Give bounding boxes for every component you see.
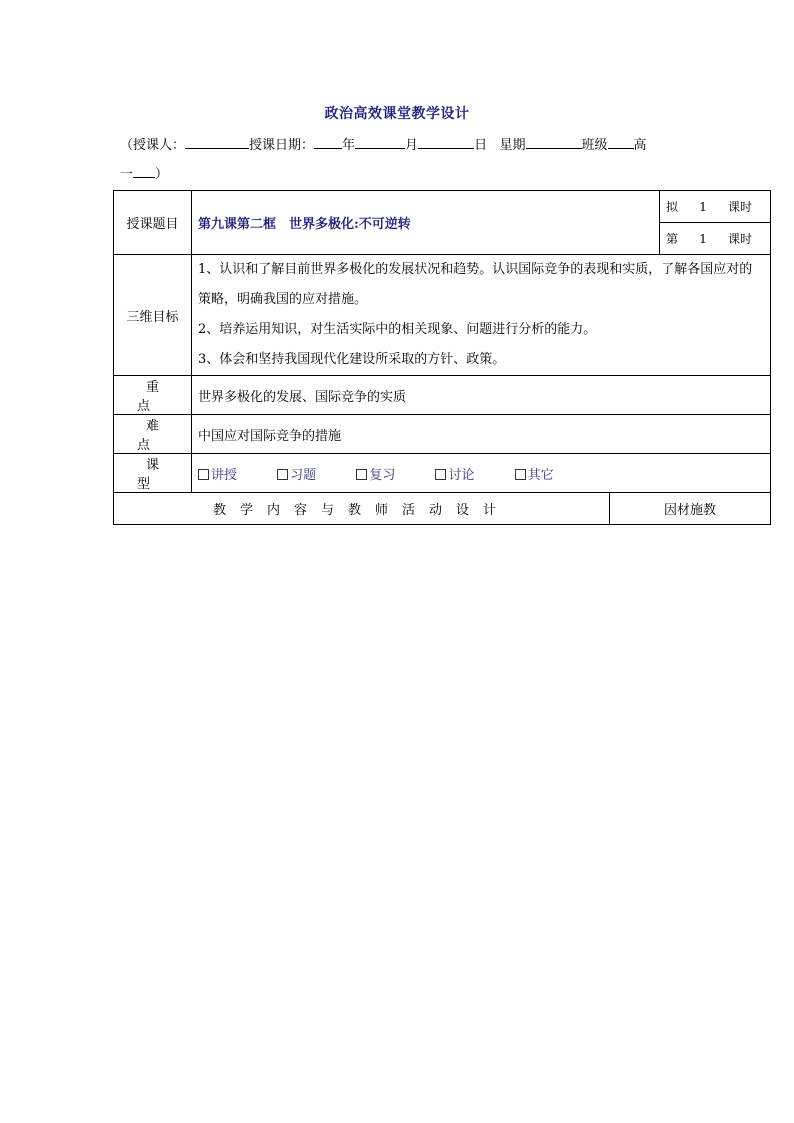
current-hours — [660, 223, 771, 255]
day-label: 日 — [474, 138, 488, 153]
year-label: 年 — [342, 138, 356, 153]
lesson-plan-table — [113, 190, 771, 525]
date-label: 授课日期： — [249, 138, 315, 153]
class-value-part1: 高 — [633, 138, 647, 153]
weekday-blank — [526, 135, 582, 149]
info-close: ） — [155, 167, 169, 182]
key-label: 重点 — [114, 376, 192, 415]
checkbox-icon[interactable] — [198, 469, 209, 480]
adapt-header: 因材施教 — [610, 493, 771, 525]
goals-cell — [192, 255, 771, 376]
weekday-label: 星期 — [499, 138, 526, 153]
lesson-info-line-cont — [120, 163, 168, 182]
planned-label: 拟 — [666, 200, 679, 214]
key-value: 世界多极化的发展、国际竞争的实质 — [192, 376, 771, 415]
goal-item: 1、认识和了解目前世界多极化的发展状况和趋势。认识国际竞争的表现和实质，了解各国应对的策略，明确我国的应对措施。 — [198, 262, 753, 307]
checkbox-icon[interactable] — [356, 469, 367, 480]
current-label: 第 — [666, 232, 679, 246]
checkbox-icon[interactable] — [435, 469, 446, 480]
goals-label: 三维目标 — [114, 255, 192, 376]
document-title: 政治高效课堂教学设计 — [324, 106, 470, 122]
checkbox-icon[interactable] — [515, 469, 526, 480]
difficulty-label: 难点 — [114, 415, 192, 454]
type-option-other[interactable]: 其它 — [515, 464, 554, 483]
current-value: 1 — [699, 232, 707, 246]
class-label: 班级 — [581, 138, 608, 153]
type-option-exercise[interactable]: 习题 — [277, 464, 316, 483]
planned-value: 1 — [699, 200, 707, 214]
checkbox-icon[interactable] — [277, 469, 288, 480]
day-blank — [418, 135, 474, 149]
lesson-info-line — [120, 134, 647, 153]
teacher-label: （授课人： — [120, 138, 186, 153]
teacher-blank — [185, 135, 249, 149]
current-unit: 课时 — [728, 232, 753, 246]
month-label: 月 — [405, 138, 419, 153]
type-option-lecture[interactable]: 讲授 — [198, 464, 237, 483]
type-option-discussion[interactable]: 讨论 — [435, 464, 474, 483]
type-label: 课型 — [114, 454, 192, 493]
goal-item: 2、培养运用知识，对生活实际中的相关现象、问题进行分析的能力。 — [198, 322, 597, 337]
difficulty-value: 中国应对国际竞争的措施 — [192, 415, 771, 454]
class-blank-2 — [133, 164, 155, 178]
class-blank — [608, 135, 634, 149]
planned-unit: 课时 — [728, 200, 753, 214]
year-blank — [314, 135, 342, 149]
type-option-review[interactable]: 复习 — [356, 464, 395, 483]
type-options — [192, 454, 771, 493]
topic-value: 第九课第二框 世界多极化:不可逆转 — [192, 191, 660, 255]
class-value-part2: 一 — [120, 167, 134, 182]
planned-hours — [660, 191, 771, 223]
goal-item: 3、体会和坚持我国现代化建设所采取的方针、政策。 — [198, 352, 506, 367]
content-header: 教学内容与教师活动设计 — [114, 493, 610, 525]
month-blank — [355, 135, 405, 149]
topic-label: 授课题目 — [114, 191, 192, 255]
